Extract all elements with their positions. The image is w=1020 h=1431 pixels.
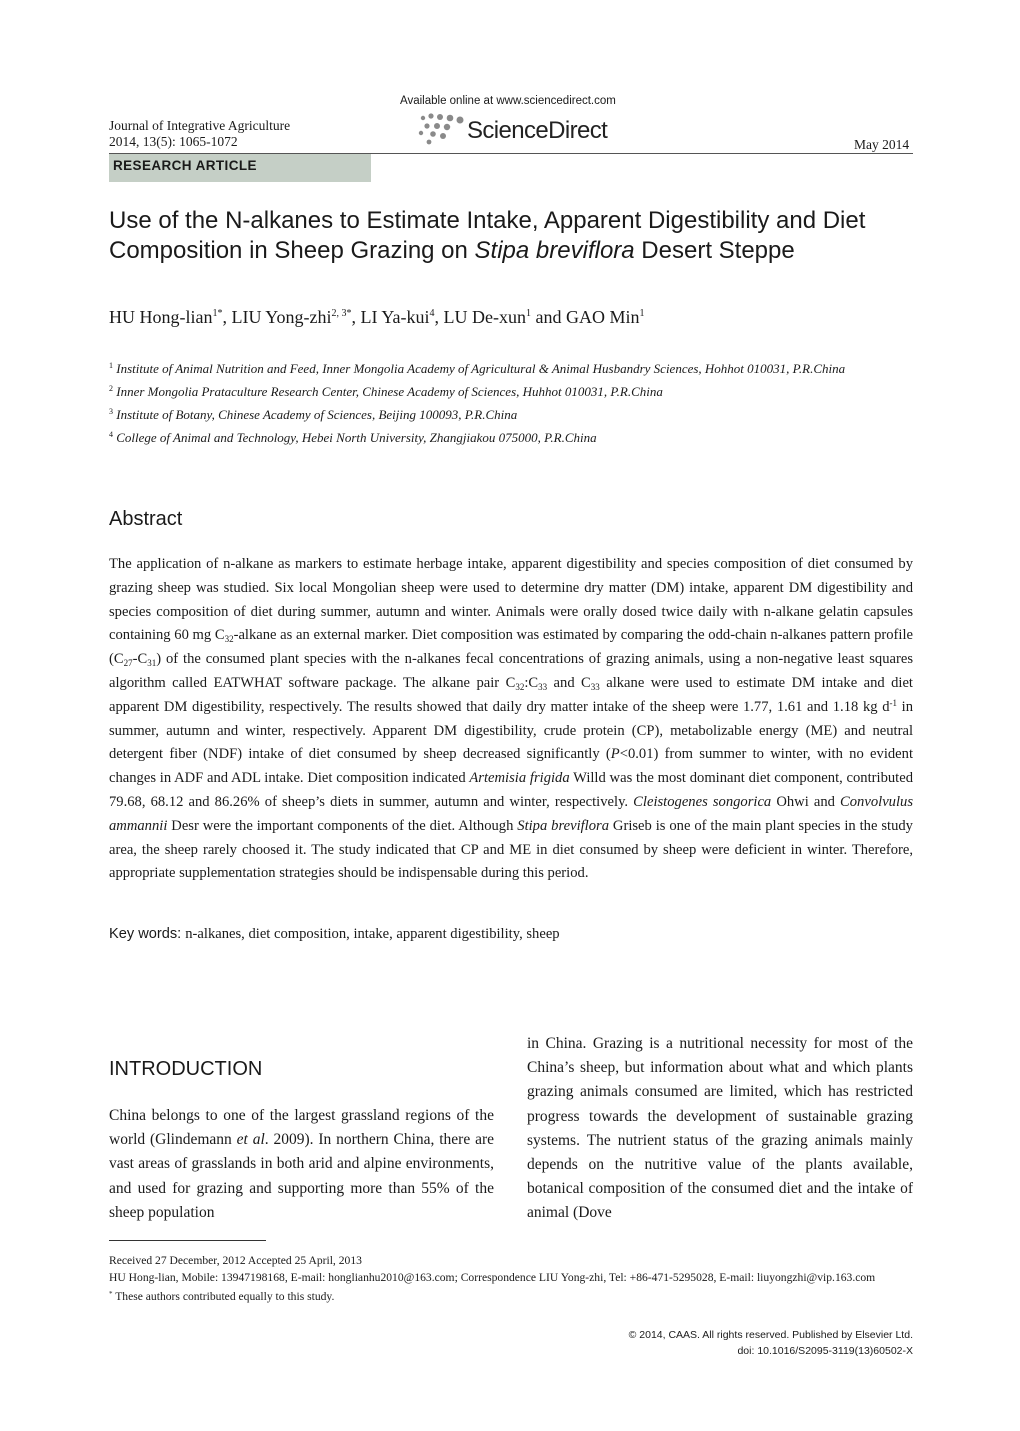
article-title	[109, 206, 919, 266]
author: GAO Min$^1$	[566, 307, 645, 327]
copyright-line: © 2014, CAAS. All rights reserved. Published by Elsevier Ltd.	[628, 1329, 913, 1341]
affiliation: $^4$ College of Animal and Technology, Hebei North University, Zhangjiakou 075000, P.R.China	[109, 430, 597, 445]
journal-issue: 2014, 13(5): 1065-1072	[109, 134, 238, 149]
journal-info	[109, 118, 290, 150]
received-dates: Received 27 December, 2012 Accepted 25 April, 2013	[109, 1254, 362, 1267]
doi-link[interactable]: doi: 10.1016/S2095-3119(13)60502-X	[737, 1344, 913, 1357]
affiliation: $^2$ Inner Mongolia Prataculture Research Center, Chinese Academy of Sciences, Huhhot 010031, P.R.China	[109, 384, 663, 399]
title-line-2: Composition in Sheep Grazing on Stipa breviflora Desert Steppe	[109, 237, 795, 264]
copyright-block	[629, 1328, 913, 1359]
author-list	[109, 307, 645, 328]
author: LI Ya-kui$^4$,	[360, 307, 444, 327]
introduction-column-2: in China. Grazing is a nutritional necessity for most of the China’s sheep, but information about what and which plants grazing animals consumed are limited, which has restricted progress towards the development of sustainable grazing systems. The nutrient status of the grazing animals mainly depends on the nutritive value of the plants available, botanical composition of the consumed diet and the intake of animal (Dove	[527, 1035, 913, 1222]
introduction-column-1: China belongs to one of the largest grassland regions of the world (Glindemann et al. 2009). In northern China, there are vast areas of grasslands in both arid and alpine environments, and used for grazing and supporting more than 55% of the sheep population	[109, 1107, 494, 1221]
title-species: Stipa breviflora	[474, 237, 635, 264]
affiliation: $^1$ Institute of Animal Nutrition and Feed, Inner Mongolia Academy of Agricultural & Animal Husbandry Sciences, Hohhot 010031, P.R.China	[109, 361, 846, 376]
affiliation-list	[109, 356, 845, 448]
keywords	[109, 926, 560, 943]
author: LIU Yong-zhi$^{2, 3*}$,	[231, 307, 361, 327]
title-line-1: Use of the N-alkanes to Estimate Intake, Apparent Digestibility and Diet	[109, 207, 866, 234]
abstract-body: The application of n-alkane as markers to estimate herbage intake, apparent digestibility and species composition of diet consumed by grazing sheep was studied. Six local Mongolian sheep were used to determine dry matter (DM) intake, apparent DM digestibility and species composition of diet during summer, autumn and winter. Animals were orally dosed twice daily with n-alkane gelatin capsules containing 60 mg $C_{32}$-alkane as an external marker. Diet composition was estimated by comparing the odd-chain n-alkanes pattern profile $(C_{27}-C_{31})$ of the consumed plant species with the n-alkanes fecal concentrations of grazing animals, using a non-negative least squares algorithm called EATWHAT software package. The alkane pair $C_{32}:C_{33}$ and $C_{33}$ alkane were used to estimate DM intake and diet apparent DM digestibility, respectively. The results showed that daily dry matter intake of the sheep were 1.77, 1.61 and 1.18 kg $d^{-1}$ in summer, autumn and winter, respectively. Apparent DM digestibility, crude protein (CP), metabolizable energy (ME) and neutral detergent fiber (NDF) intake of diet consumed by sheep decreased significantly (P<0.01) from summer to winter, with no evident changes in ADF and ADL intake. Diet composition indicated Artemisia frigida Willd was the most dominant diet component, contributed 79.68, 68.12 and 86.26% of sheep’s diets in summer, autumn and winter, respectively. Cleistogenes songorica Ohwi and Convolvulus ammannii Desr were the important components of the diet. Although Stipa breviflora Griseb is one of the main plant species in the study area, the sheep rarely choosed it. The study indicated that CP and ME in diet consumed by sheep were deficient in winter. Therefore, appropriate supplementation strategies should be indispensable during this period.	[109, 556, 914, 882]
footnote-divider	[109, 1240, 266, 1241]
affiliation: $^3$ Institute of Botany, Chinese Academy of Sciences, Beijing 100093, P.R.China	[109, 407, 518, 422]
keywords-label: Key words:	[109, 926, 186, 942]
keywords-text: n-alkanes, diet composition, intake, apparent digestibility, sheep	[185, 926, 560, 942]
contact-info[interactable]: HU Hong-lian, Mobile: 13947198168, E-mail: honglianhu2010@163.com; Correspondence LIU Yong-zhi, Tel: +86-471-5295028, E-mail: liuyongzhi@vip.163.com	[109, 1271, 876, 1284]
journal-name: Journal of Integrative Agriculture	[109, 118, 291, 133]
issue-date: May 2014	[854, 137, 910, 152]
introduction-heading: INTRODUCTION	[109, 1058, 263, 1080]
footnotes	[109, 1252, 875, 1305]
equal-contribution-note: * These authors contributed equally to this study.	[109, 1290, 335, 1303]
abstract-heading: Abstract	[109, 508, 183, 530]
sciencedirect-logo-text[interactable]: ScienceDirect	[467, 117, 608, 144]
article-type-label: RESEARCH ARTICLE	[113, 158, 257, 173]
available-online[interactable]: Available online at www.sciencedirect.com	[400, 95, 616, 107]
author: HU Hong-lian$^{1*}$,	[109, 307, 232, 327]
author: LU De-xun$^1$ and	[443, 307, 566, 327]
